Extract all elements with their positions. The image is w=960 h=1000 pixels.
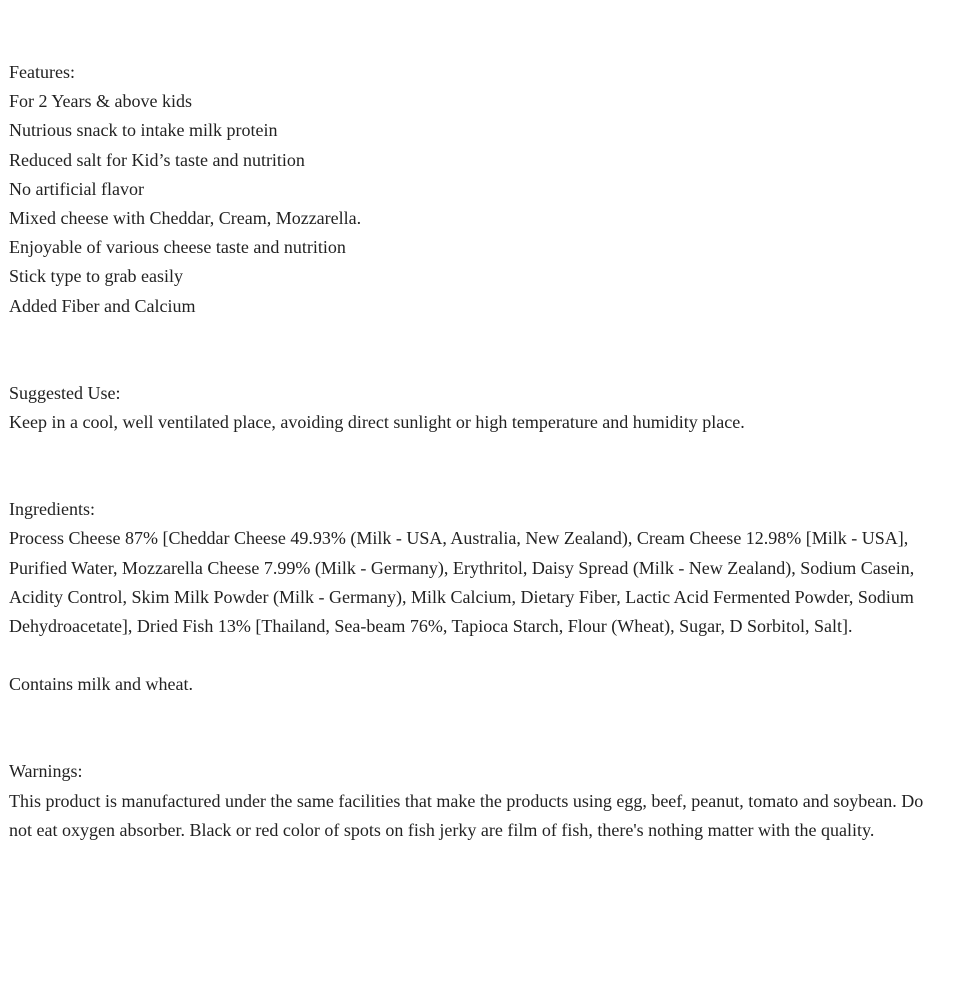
section-spacer <box>9 321 929 379</box>
feature-item: Added Fiber and Calcium <box>9 295 196 316</box>
warnings-heading: Warnings: <box>9 761 83 782</box>
suggested-use-section <box>9 379 929 437</box>
allergen-note: Contains milk and wheat. <box>9 674 193 695</box>
section-spacer <box>9 437 929 495</box>
features-section <box>9 58 929 321</box>
paragraph-spacer <box>9 641 929 670</box>
ingredients-section <box>9 495 929 699</box>
feature-item: Mixed cheese with Cheddar, Cream, Mozzarella. <box>9 208 362 229</box>
warnings-text: This product is manufactured under the same facilities that make the products using egg, beef, peanut, tomato and soybean. Do not eat oxygen absorber. Black or red color of spots on fish jerky are film of fish, there's nothing matter with the quality. <box>9 790 924 840</box>
feature-item: Reduced salt for Kid’s taste and nutrition <box>9 149 305 170</box>
feature-item: Nutrious snack to intake milk protein <box>9 120 278 141</box>
suggested-use-heading: Suggested Use: <box>9 382 121 403</box>
ingredients-heading: Ingredients: <box>9 499 95 520</box>
product-description <box>9 58 929 845</box>
feature-item: Enjoyable of various cheese taste and nutrition <box>9 237 346 258</box>
section-spacer <box>9 699 929 757</box>
suggested-use-text: Keep in a cool, well ventilated place, avoiding direct sunlight or high temperature and humidity place. <box>9 412 745 433</box>
feature-item: Stick type to grab easily <box>9 266 183 287</box>
warnings-section <box>9 757 929 845</box>
feature-item: No artificial flavor <box>9 178 144 199</box>
features-heading: Features: <box>9 62 75 82</box>
feature-item: For 2 Years & above kids <box>9 91 192 112</box>
ingredients-text: Process Cheese 87% [Cheddar Cheese 49.93% (Milk - USA, Australia, New Zealand), Cream Cheese 12.98% [Milk - USA], Purified Water, Mozzarella Cheese 7.99% (Milk - Germany), Erythritol, Daisy Spread (Milk - New Zealand), Sodium Casein, Acidity Control, Skim Milk Powder (Milk - Germany), Milk Calcium, Dietary Fiber, Lactic Acid Fermented Powder, Sodium Dehydroacetate], Dried Fish 13% [Thailand, Sea-beam 76%, Tapioca Starch, Flour (Wheat), Sugar, D Sorbitol, Salt]. <box>9 528 915 637</box>
